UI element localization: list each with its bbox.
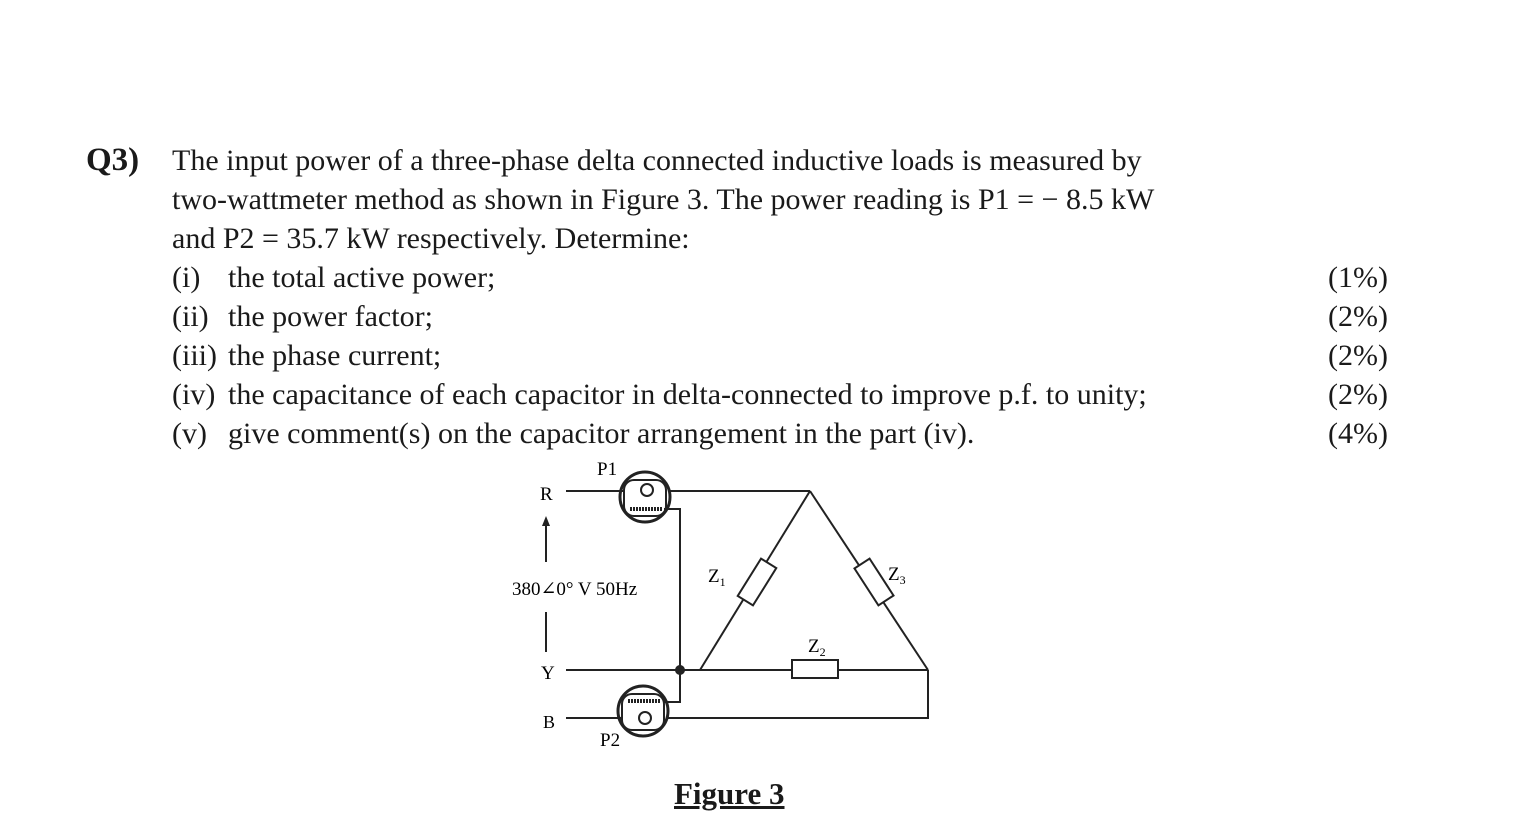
source-label: 380∠0° V 50Hz <box>512 579 638 600</box>
z2-label <box>808 636 826 659</box>
sub-question-text: give comment(s) on the capacitor arrangement in the part (iv). <box>228 417 975 450</box>
question-line-1: The input power of a three-phase delta connected inductive loads is measured by <box>172 144 1142 177</box>
z2-label-main: Z <box>808 636 820 657</box>
r-label: R <box>540 484 553 505</box>
b-label: B <box>543 712 556 732</box>
sub-question-text: the total active power; <box>228 261 496 294</box>
sub-question-marks: (1%) <box>1328 261 1388 294</box>
sub-question-number: (iii) <box>172 339 217 372</box>
z3-label <box>888 564 906 587</box>
sub-question-text: the capacitance of each capacitor in delta-connected to improve p.f. to unity; <box>228 378 1147 411</box>
sub-question-number: (ii) <box>172 300 209 333</box>
p2-voltage-lead <box>664 670 680 702</box>
source-arrow-head <box>542 516 550 526</box>
p1-voltage-lead <box>664 509 680 670</box>
sub-question-number: (v) <box>172 417 207 450</box>
sub-question-text: the phase current; <box>228 339 442 372</box>
question-label: Q3) <box>86 142 140 178</box>
sub-question-marks: (2%) <box>1328 378 1388 411</box>
z1-label-sub: 1 <box>719 575 726 589</box>
z1-label <box>708 566 726 589</box>
y-label: Y <box>541 663 555 684</box>
p2-label: P2 <box>600 730 621 751</box>
z2-label-sub: 2 <box>819 645 826 659</box>
z1-resistor <box>738 559 777 606</box>
p1-label: P1 <box>597 459 618 480</box>
z3-label-main: Z <box>888 564 900 585</box>
z2-resistor <box>792 660 838 678</box>
question-line-2: two-wattmeter method as shown in Figure 3. The power reading is P1 = − 8.5 kW <box>172 183 1155 216</box>
question-line-3: and P2 = 35.7 kW respectively. Determine: <box>172 222 690 255</box>
sub-question-number: (i) <box>172 261 201 294</box>
z3-label-sub: 3 <box>899 573 906 587</box>
wattmeter-p1-coil <box>641 484 653 496</box>
sub-question-marks: (4%) <box>1328 417 1388 450</box>
wattmeter-p2-coil <box>639 712 651 724</box>
sub-question-number: (iv) <box>172 378 216 411</box>
figure-caption: Figure 3 <box>674 776 785 811</box>
z1-label-main: Z <box>708 566 720 587</box>
sub-question-text: the power factor; <box>228 300 433 333</box>
sub-question-marks: (2%) <box>1328 339 1388 372</box>
sub-question-marks: (2%) <box>1328 300 1388 333</box>
